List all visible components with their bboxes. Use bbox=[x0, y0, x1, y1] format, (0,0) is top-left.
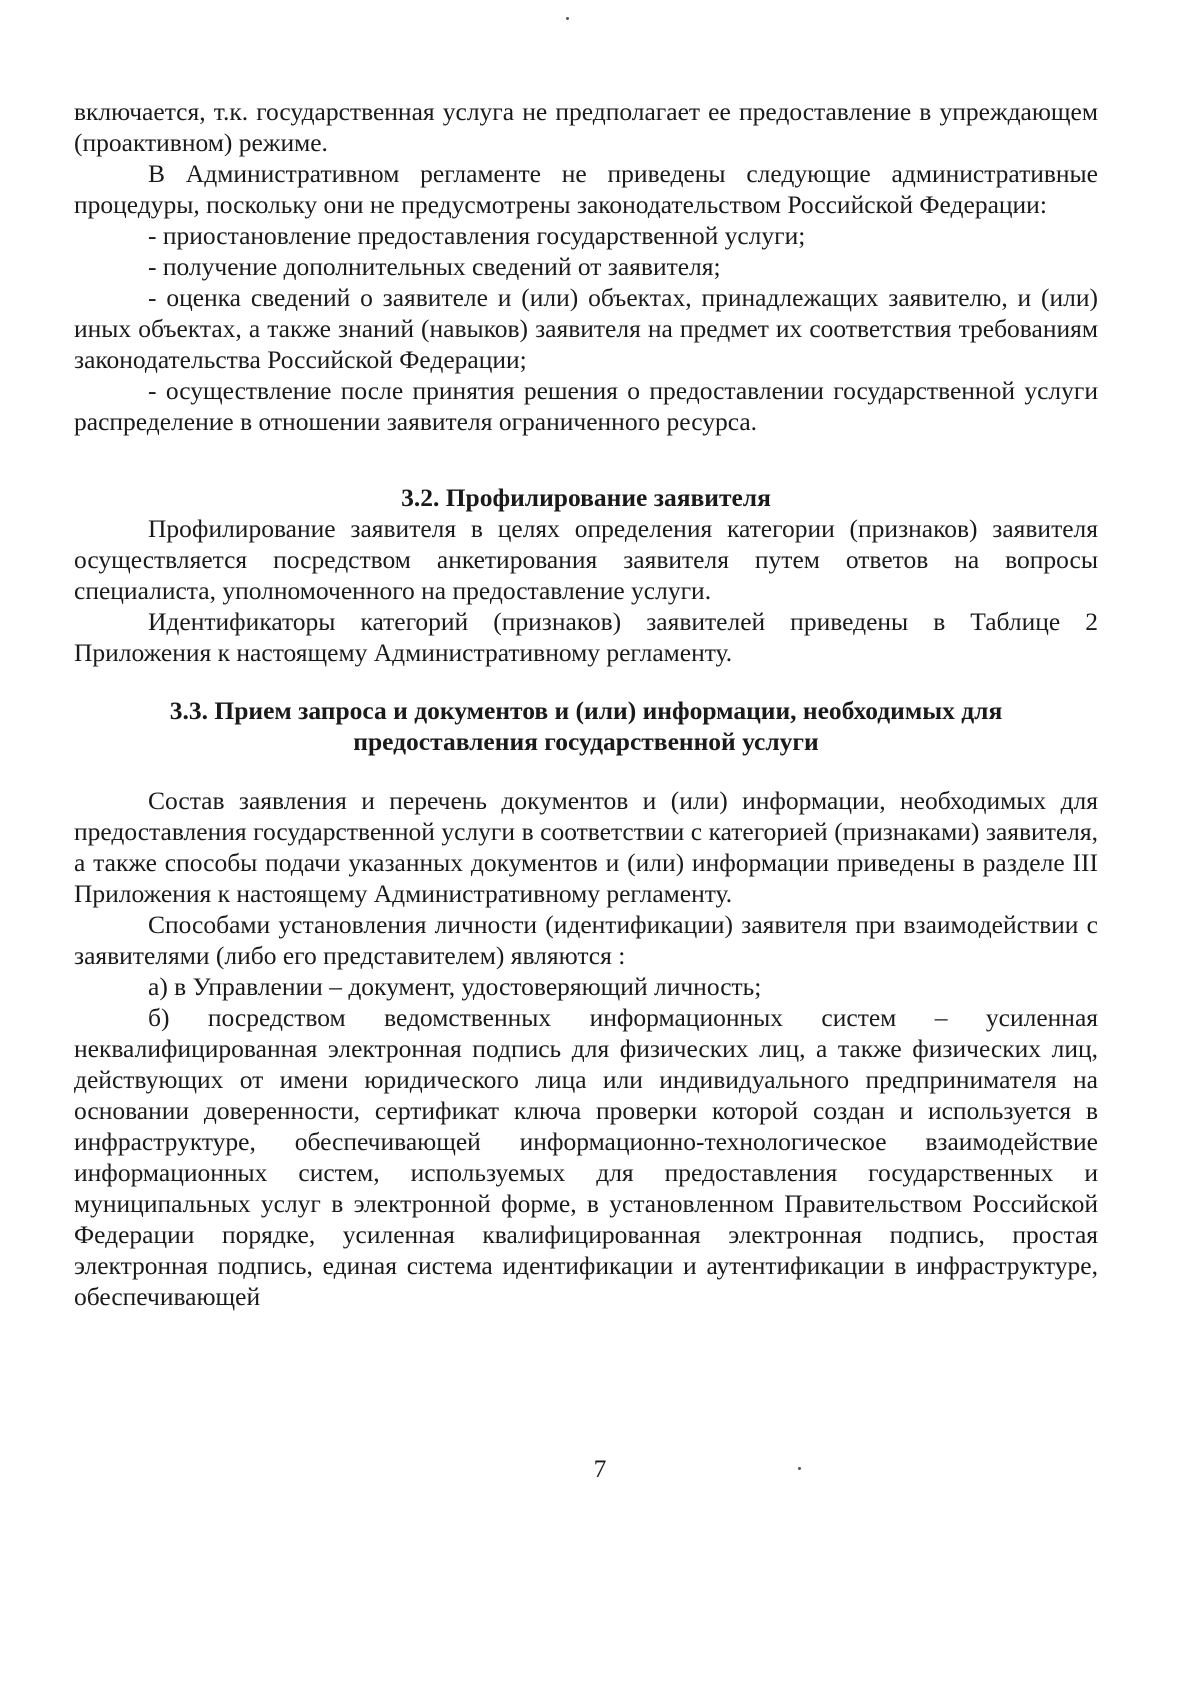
section-3-3-heading-line-1: 3.3. Прием запроса и документов и (или) информации, необходимых для bbox=[169, 696, 1003, 725]
list-item-b: б) посредством ведомственных информационных систем – усиленная неквалифицированная электронная подпись для физических лиц, а также физических лиц, действующих от имени юридического лица или индивидуального предпринимателя на основании доверенности, сертификат ключа проверки которой создан и используется в инфраструктуре, обеспечивающей информационно-технологическое взаимодействие информационных систем, используемых для предоставления государственных и муниципальных услуг в электронной форме, в установленном Правительством Российской Федерации порядке, усиленная квалифицированная электронная подпись, простая электронная подпись, единая система идентификации и аутентификации в инфраструктуре, обеспечивающей bbox=[74, 1003, 1098, 1311]
scan-speck-top bbox=[566, 17, 569, 20]
list-item-assessment: - оценка сведений о заявителе и (или) объектах, принадлежащих заявителю, и (или) иных объектах, а также знаний (навыков) заявителя на предмет их соответствия требованиям законодательства Российской Федерации; bbox=[74, 283, 1098, 374]
section-3-2 bbox=[74, 482, 1098, 668]
section-3-2-paragraph-1: Профилирование заявителя в целях определения категории (признаков) заявителя осуществляется посредством анкетирования заявителя путем ответов на вопросы специалиста, уполномоченного на предоставление услуги. bbox=[74, 514, 1098, 605]
section-3-3-paragraph-composition: Состав заявления и перечень документов и (или) информации, необходимых для предоставления государственной услуги в соответствии с категорией (признаками) заявителя, а также способы подачи указанных документов и (или) информации приведены в разделе III Приложения к настоящему Административному регламенту. bbox=[74, 786, 1098, 908]
list-item-additional-info: - получение дополнительных сведений от заявителя; bbox=[148, 252, 721, 281]
section-3-2-paragraph-2: Идентификаторы категорий (признаков) заявителей приведены в Таблице 2 Приложения к настоящему Административному регламенту. bbox=[74, 607, 1098, 667]
section-3-3-heading-line-2: предоставления государственной услуги bbox=[353, 727, 819, 756]
section-3-3-body bbox=[74, 785, 1098, 1312]
intro-block bbox=[74, 96, 1098, 437]
list-item-a: а) в Управлении – документ, удостоверяющий личность; bbox=[148, 972, 762, 1001]
intro-paragraph-continued: включается, т.к. государственная услуга не предполагает ее предоставление в упреждающем (проактивном) режиме. bbox=[74, 97, 1098, 157]
section-3-2-heading: 3.2. Профилирование заявителя bbox=[401, 483, 771, 512]
section-3-3 bbox=[74, 695, 1098, 757]
list-item-suspension: - приостановление предоставления государственной услуги; bbox=[148, 221, 806, 250]
page-number: 7 bbox=[593, 1454, 607, 1483]
list-item-resource-distribution: - осуществление после принятия решения о предоставлении государственной услуги распределение в отношении заявителя ограниченного ресурса. bbox=[74, 376, 1098, 436]
section-3-3-paragraph-identification: Способами установления личности (идентификации) заявителя при взаимодействии с заявителями (либо его представителем) являются : bbox=[74, 910, 1098, 970]
intro-paragraph-procedures: В Административном регламенте не приведены следующие административные процедуры, поскольку они не предусмотрены законодательством Российской Федерации: bbox=[74, 159, 1098, 219]
